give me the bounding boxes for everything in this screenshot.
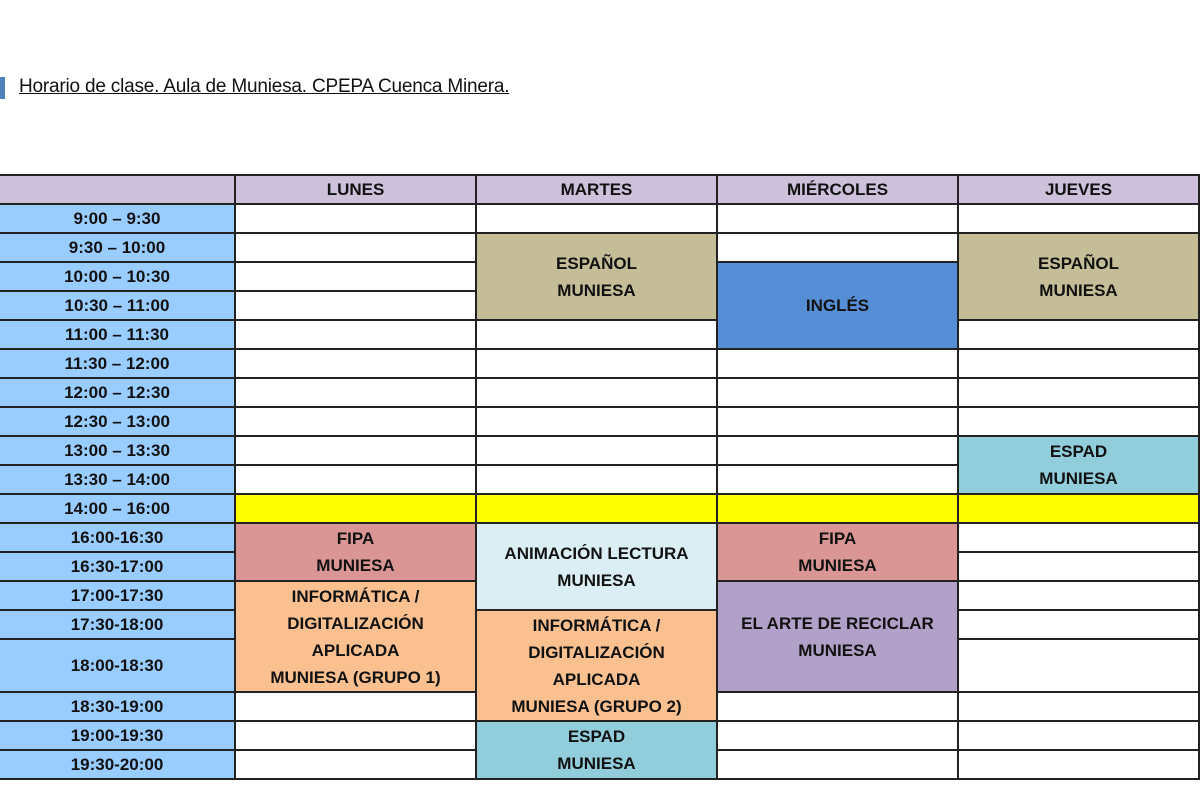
empty-cell bbox=[958, 581, 1199, 610]
empty-cell bbox=[235, 262, 476, 291]
empty-cell bbox=[717, 349, 958, 378]
empty-cell bbox=[958, 320, 1199, 349]
time-cell: 16:00-16:30 bbox=[0, 523, 235, 552]
empty-cell bbox=[958, 610, 1199, 639]
empty-cell bbox=[476, 407, 717, 436]
class-espanol-jueves bbox=[958, 233, 1199, 320]
header-day: JUEVES bbox=[958, 175, 1199, 204]
empty-cell bbox=[958, 378, 1199, 407]
empty-cell bbox=[235, 349, 476, 378]
class-name: ESPAÑOL bbox=[556, 253, 637, 273]
empty-cell bbox=[476, 349, 717, 378]
empty-cell bbox=[476, 204, 717, 233]
class-name: INFORMÁTICA / bbox=[291, 586, 420, 606]
time-cell: 16:30-17:00 bbox=[0, 552, 235, 581]
class-espad-jueves bbox=[958, 436, 1199, 494]
empty-cell bbox=[717, 204, 958, 233]
class-informatica-grupo2-martes bbox=[476, 610, 717, 721]
header-row bbox=[0, 175, 1200, 204]
empty-cell bbox=[235, 291, 476, 320]
empty-cell bbox=[958, 639, 1199, 692]
page-title: Horario de clase. Aula de Muniesa. CPEPA Cuenca Minera. bbox=[19, 76, 510, 97]
empty-cell bbox=[235, 204, 476, 233]
class-place: MUNIESA (GRUPO 1) bbox=[270, 667, 441, 687]
empty-cell bbox=[958, 750, 1199, 779]
class-place: MUNIESA bbox=[557, 280, 636, 300]
time-cell: 12:30 – 13:00 bbox=[0, 407, 235, 436]
class-espad-martes bbox=[476, 721, 717, 779]
header-day: MIÉRCOLES bbox=[717, 175, 958, 204]
class-fipa-miercoles bbox=[717, 523, 958, 581]
empty-cell bbox=[235, 436, 476, 465]
class-place: MUNIESA bbox=[557, 754, 636, 773]
empty-cell bbox=[476, 320, 717, 349]
time-cell: 14:00 – 16:00 bbox=[0, 494, 235, 523]
empty-cell bbox=[235, 721, 476, 750]
schedule-table bbox=[0, 174, 1200, 780]
header-day: MARTES bbox=[476, 175, 717, 204]
class-espanol-martes bbox=[476, 233, 717, 320]
class-name: INFORMÁTICA / bbox=[532, 615, 661, 635]
time-cell: 10:00 – 10:30 bbox=[0, 262, 235, 291]
empty-cell bbox=[958, 407, 1199, 436]
empty-cell bbox=[235, 407, 476, 436]
class-ingles-miercoles bbox=[717, 262, 958, 349]
class-name: ANIMACIÓN LECTURA bbox=[504, 543, 689, 563]
empty-cell bbox=[717, 721, 958, 750]
class-name: APLICADA bbox=[311, 640, 400, 660]
header-day: LUNES bbox=[235, 175, 476, 204]
class-place: MUNIESA bbox=[1039, 469, 1118, 488]
empty-cell bbox=[958, 204, 1199, 233]
time-cell: 13:00 – 13:30 bbox=[0, 436, 235, 465]
class-name: DIGITALIZACIÓN bbox=[528, 642, 665, 662]
class-place: MUNIESA bbox=[798, 640, 877, 660]
class-informatica-grupo1-lunes bbox=[235, 581, 476, 692]
class-place: MUNIESA (GRUPO 2) bbox=[511, 696, 682, 716]
class-place: MUNIESA bbox=[557, 570, 636, 590]
empty-cell bbox=[958, 349, 1199, 378]
empty-cell bbox=[476, 436, 717, 465]
class-name: FIPA bbox=[336, 529, 375, 548]
time-cell: 18:30-19:00 bbox=[0, 692, 235, 721]
class-name: EL ARTE DE RECICLAR bbox=[741, 613, 934, 633]
class-arte-reciclar-miercoles bbox=[717, 581, 958, 692]
time-cell: 19:30-20:00 bbox=[0, 750, 235, 779]
empty-cell bbox=[717, 692, 958, 721]
time-cell: 17:00-17:30 bbox=[0, 581, 235, 610]
header-corner bbox=[0, 175, 235, 204]
class-place: MUNIESA bbox=[1039, 280, 1118, 300]
empty-cell bbox=[235, 692, 476, 721]
class-name: ESPAÑOL bbox=[1038, 253, 1119, 273]
empty-cell bbox=[958, 552, 1199, 581]
class-name: FIPA bbox=[818, 529, 857, 548]
time-cell: 9:30 – 10:00 bbox=[0, 233, 235, 262]
empty-cell bbox=[717, 233, 958, 262]
class-name: ESPAD bbox=[567, 727, 626, 746]
time-cell: 9:00 – 9:30 bbox=[0, 204, 235, 233]
empty-cell bbox=[235, 750, 476, 779]
class-name: DIGITALIZACIÓN bbox=[287, 613, 424, 633]
time-cell: 11:30 – 12:00 bbox=[0, 349, 235, 378]
empty-cell bbox=[717, 750, 958, 779]
class-name: APLICADA bbox=[552, 669, 641, 689]
empty-cell bbox=[235, 378, 476, 407]
title-marker bbox=[0, 77, 5, 99]
time-cell: 18:00-18:30 bbox=[0, 639, 235, 692]
lunch-break-cell bbox=[476, 494, 717, 523]
class-place: MUNIESA bbox=[798, 556, 877, 575]
time-cell: 10:30 – 11:00 bbox=[0, 291, 235, 320]
time-cell: 13:30 – 14:00 bbox=[0, 465, 235, 494]
empty-cell bbox=[958, 523, 1199, 552]
empty-cell bbox=[717, 407, 958, 436]
class-animacion-martes bbox=[476, 523, 717, 610]
empty-cell bbox=[235, 233, 476, 262]
empty-cell bbox=[476, 378, 717, 407]
empty-cell bbox=[958, 692, 1199, 721]
time-cell: 17:30-18:00 bbox=[0, 610, 235, 639]
time-cell: 12:00 – 12:30 bbox=[0, 378, 235, 407]
class-place: MUNIESA bbox=[316, 556, 395, 575]
lunch-break-cell bbox=[235, 494, 476, 523]
class-fipa-lunes bbox=[235, 523, 476, 581]
lunch-break-cell bbox=[958, 494, 1199, 523]
time-cell: 19:00-19:30 bbox=[0, 721, 235, 750]
lunch-break-cell bbox=[717, 494, 958, 523]
empty-cell bbox=[476, 465, 717, 494]
empty-cell bbox=[958, 721, 1199, 750]
empty-cell bbox=[235, 465, 476, 494]
empty-cell bbox=[235, 320, 476, 349]
time-cell: 11:00 – 11:30 bbox=[0, 320, 235, 349]
empty-cell bbox=[717, 465, 958, 494]
empty-cell bbox=[717, 436, 958, 465]
class-name: INGLÉS bbox=[805, 296, 870, 315]
class-name: ESPAD bbox=[1049, 442, 1108, 461]
empty-cell bbox=[717, 378, 958, 407]
